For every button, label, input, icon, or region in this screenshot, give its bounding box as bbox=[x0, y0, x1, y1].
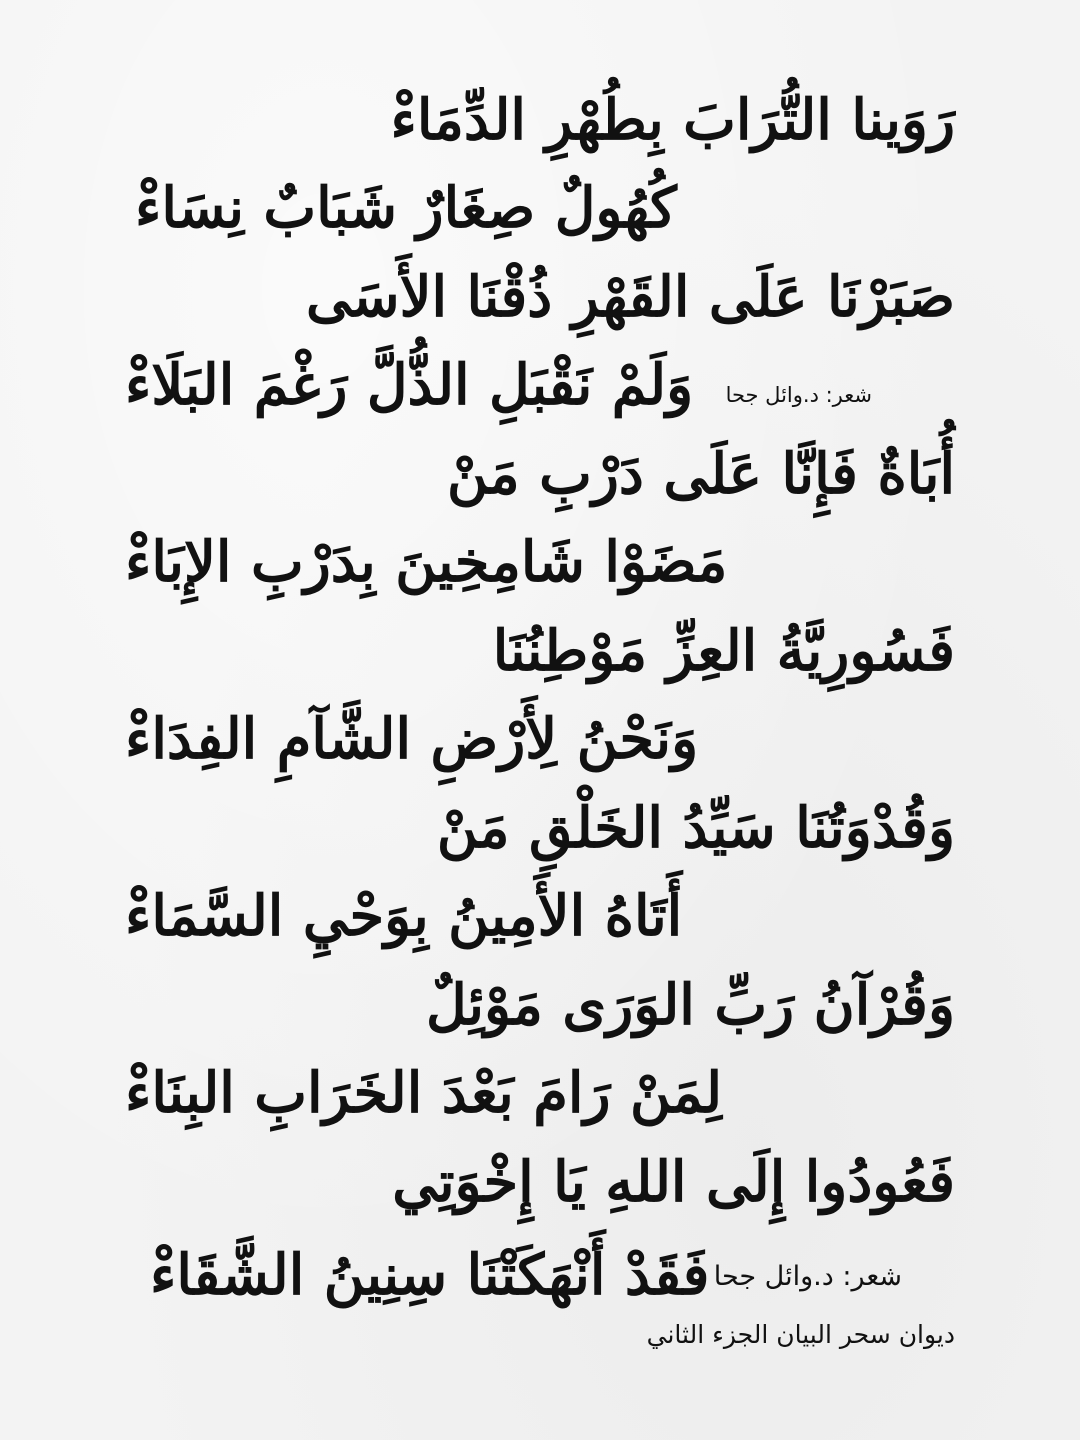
poem-line-2: كُهُولٌ صِغَارٌ شَبَابٌ نِسَاءْ bbox=[135, 175, 677, 241]
poem-line-7: فَسُورِيَّةُ العِزِّ مَوْطِنُنَا bbox=[492, 618, 955, 684]
book-title: ديوان سحر البيان الجزء الثاني bbox=[646, 1320, 955, 1349]
poem-line-6: مَضَوْا شَامِخِينَ بِدَرْبِ الإِبَاءْ bbox=[125, 529, 728, 595]
poem-line-10: أَتَاهُ الأَمِينُ بِوَحْيِ السَّمَاءْ bbox=[125, 883, 683, 949]
poem-line-13: فَعُودُوا إِلَى اللهِ يَا إِخْوَتِي bbox=[392, 1149, 955, 1215]
poem-line-8: وَنَحْنُ لِأَرْضِ الشَّآمِ الفِدَاءْ bbox=[125, 706, 699, 772]
poem-line-1: رَوَينا التُّرَابَ بِطُهْرِ الدِّمَاءْ bbox=[390, 87, 955, 153]
poem-line-3: صَبَرْنَا عَلَى القَهْرِ ذُقْنَا الأَسَى bbox=[305, 264, 955, 330]
poet-credit-top: شعر: د.وائل جحا bbox=[725, 383, 872, 407]
poem-line-4: وَلَمْ نَقْبَلِ الذُّلَّ رَغْمَ البَلَاءْ bbox=[125, 352, 694, 418]
poem-line-9: وَقُدْوَتُنَا سَيِّدُ الخَلْقِ مَنْ bbox=[436, 795, 955, 861]
poem-line-5: أُبَاةٌ فَإِنَّا عَلَى دَرْبِ مَنْ bbox=[447, 441, 955, 507]
poem-line-11: وَقُرْآنُ رَبِّ الوَرَى مَوْئِلٌ bbox=[426, 972, 955, 1038]
poem-line-14: فَقَدْ أَنْهَكَتْنَا سِنِينُ الشَّقَاءْ bbox=[150, 1242, 710, 1308]
poem-line-12: لِمَنْ رَامَ بَعْدَ الخَرَابِ البِنَاءْ bbox=[125, 1060, 723, 1126]
poet-credit-bottom: شعر: د.وائل جحا bbox=[713, 1261, 902, 1292]
